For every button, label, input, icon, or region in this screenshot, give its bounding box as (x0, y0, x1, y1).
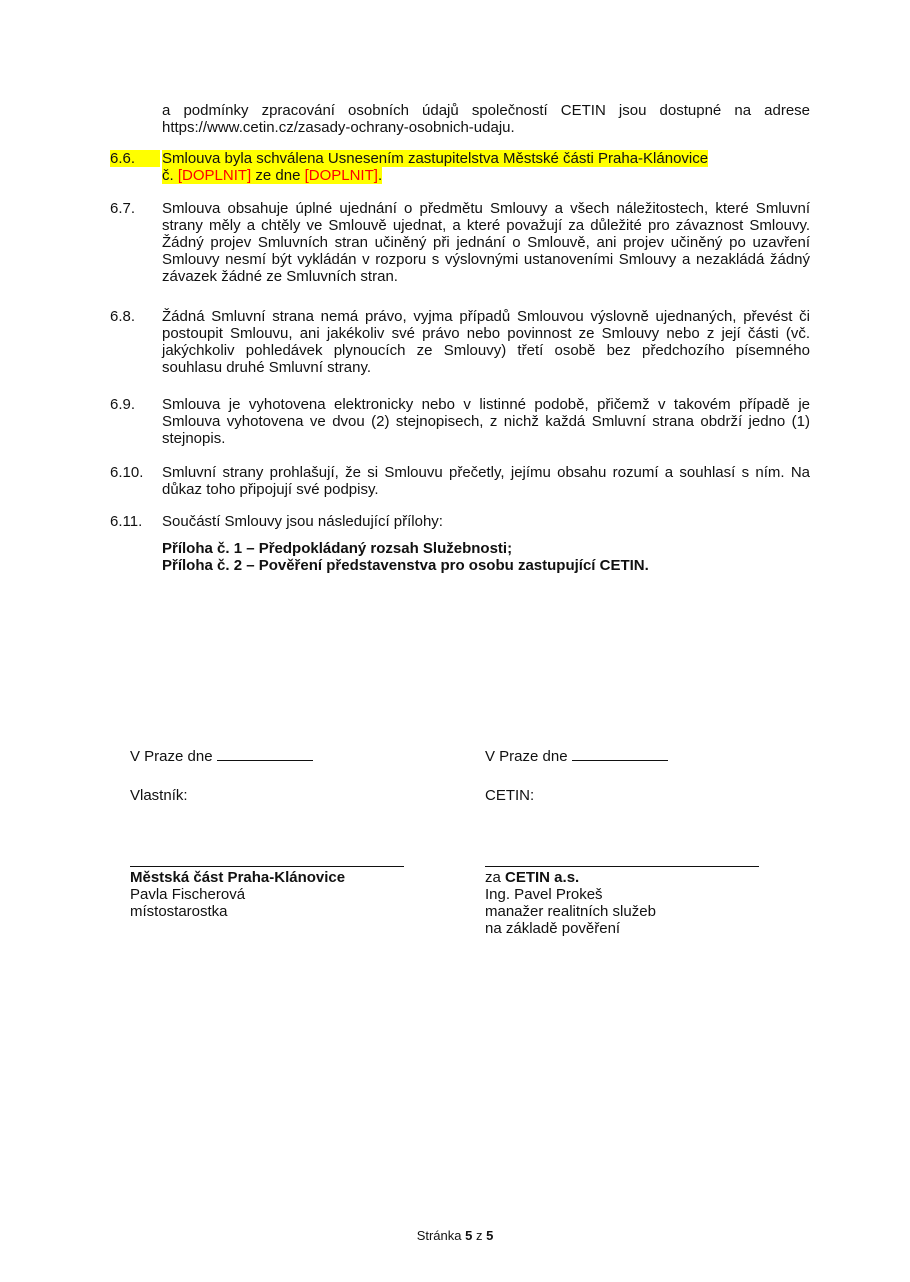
place-date-label: V Praze dne (485, 748, 568, 765)
clause-body: Žádná Smluvní strana nemá právo, vyjma případů Smlouvou výslovně ujednaných, převést či postoupit Smlouvu, ani jakékoliv své právo nebo povinnost ze Smlouvy nebo z její části (vč. jakýchkoliv pohledávek plynoucích ze Smlouvy) třetí osobě bez předchozího písemného souhlasu druhé Smluvní strany. (162, 308, 810, 376)
signatory-title: manažer realitních služeb (485, 903, 656, 920)
clause-number: 6.11. (110, 513, 143, 530)
placeholder-resolution: [DOPLNIT] (177, 167, 252, 184)
clause-6-6 (110, 150, 810, 184)
date-blank-line (572, 746, 668, 761)
left-place-date (130, 746, 313, 765)
clause-number: 6.7. (110, 200, 136, 217)
page-total: 5 (486, 1228, 494, 1243)
left-party-role: Vlastník: (130, 787, 188, 804)
signatory-name: Ing. Pavel Prokeš (485, 886, 603, 903)
signatory-org: CETIN a.s. (505, 869, 580, 886)
annex-item: Příloha č. 1 – Předpokládaný rozsah Služebnosti; (162, 540, 513, 557)
clause-line: Smlouva byla schválena Usnesením zastupitelstva Městské části Praha-Klánovice (162, 150, 709, 167)
page-number: 5 (465, 1228, 473, 1243)
annex-list (162, 540, 649, 574)
clause-6-9 (110, 396, 810, 447)
clause-number: 6.9. (110, 396, 136, 413)
right-place-date (485, 746, 668, 765)
clause-number: 6.6. (110, 150, 160, 167)
clause-number: 6.8. (110, 308, 136, 325)
left-signatory (130, 869, 345, 920)
place-date-label: V Praze dne (130, 748, 213, 765)
clause-body: Smluvní strany prohlašují, že si Smlouvu přečetly, jejímu obsahu rozumí a souhlasí s ním. Na důkaz toho připojují své podpisy. (162, 464, 810, 498)
intro-paragraph: a podmínky zpracování osobních údajů společností CETIN jsou dostupné na adrese https://www.cetin.cz/zasady-ochrany-osobnich-udaju. (162, 102, 810, 136)
signatory-org: Městská část Praha-Klánovice (130, 869, 346, 886)
clause-6-7 (110, 200, 810, 285)
annex-item: Příloha č. 2 – Pověření představenstva pro osobu zastupující CETIN. (162, 557, 649, 574)
clause-6-11 (110, 513, 810, 530)
right-party-role: CETIN: (485, 787, 535, 804)
footer-prefix: Stránka (416, 1228, 466, 1243)
right-signatory (485, 869, 656, 937)
signatory-name: Pavla Fischerová (130, 886, 246, 903)
right-signature-line (485, 866, 759, 867)
placeholder-date: [DOPLNIT] (304, 167, 378, 184)
clause-body: Součástí Smlouvy jsou následující přílohy: (162, 513, 443, 530)
clause-body: Smlouva obsahuje úplné ujednání o předmětu Smlouvy a všech náležitostech, které Smluvní strany měly a chtěly ve Smlouvě ujednat, a které považují za důležité pro závaznost Smlouvy. Žádný projev Smluvních stran učiněný při jednání o Smlouvě, ani projev učiněný po uzavření Smlouvy nesmí být vykládán v rozporu s výslovnými ustanoveními Smlouvy a nezakládá žádný závazek žádné ze Smluvních stran. (162, 200, 810, 285)
clause-body: Smlouva je vyhotovena elektronicky nebo v listinné podobě, přičemž v takovém případě je Smlouva vyhotovena ve dvou (2) stejnopisech, z nichž každá Smluvní strana obdrží jedno (1) stejnopis. (162, 396, 810, 447)
clause-mid: ze dne (251, 167, 305, 184)
clause-prefix: č. (162, 167, 178, 184)
page-footer (0, 1228, 910, 1243)
clause-6-8 (110, 308, 810, 376)
footer-sep: z (472, 1228, 487, 1243)
signatory-org-prefix: za (485, 869, 506, 886)
signatory-title: místostarostka (130, 903, 228, 920)
clause-end: . (377, 167, 383, 184)
date-blank-line (217, 746, 313, 761)
clause-line-2 (162, 167, 382, 184)
signatory-authority: na základě pověření (485, 920, 621, 937)
signatory-org-line (485, 869, 656, 886)
clause-body (162, 150, 810, 184)
clause-number: 6.10. (110, 464, 144, 481)
clause-6-10 (110, 464, 810, 498)
left-signature-line (130, 866, 404, 867)
